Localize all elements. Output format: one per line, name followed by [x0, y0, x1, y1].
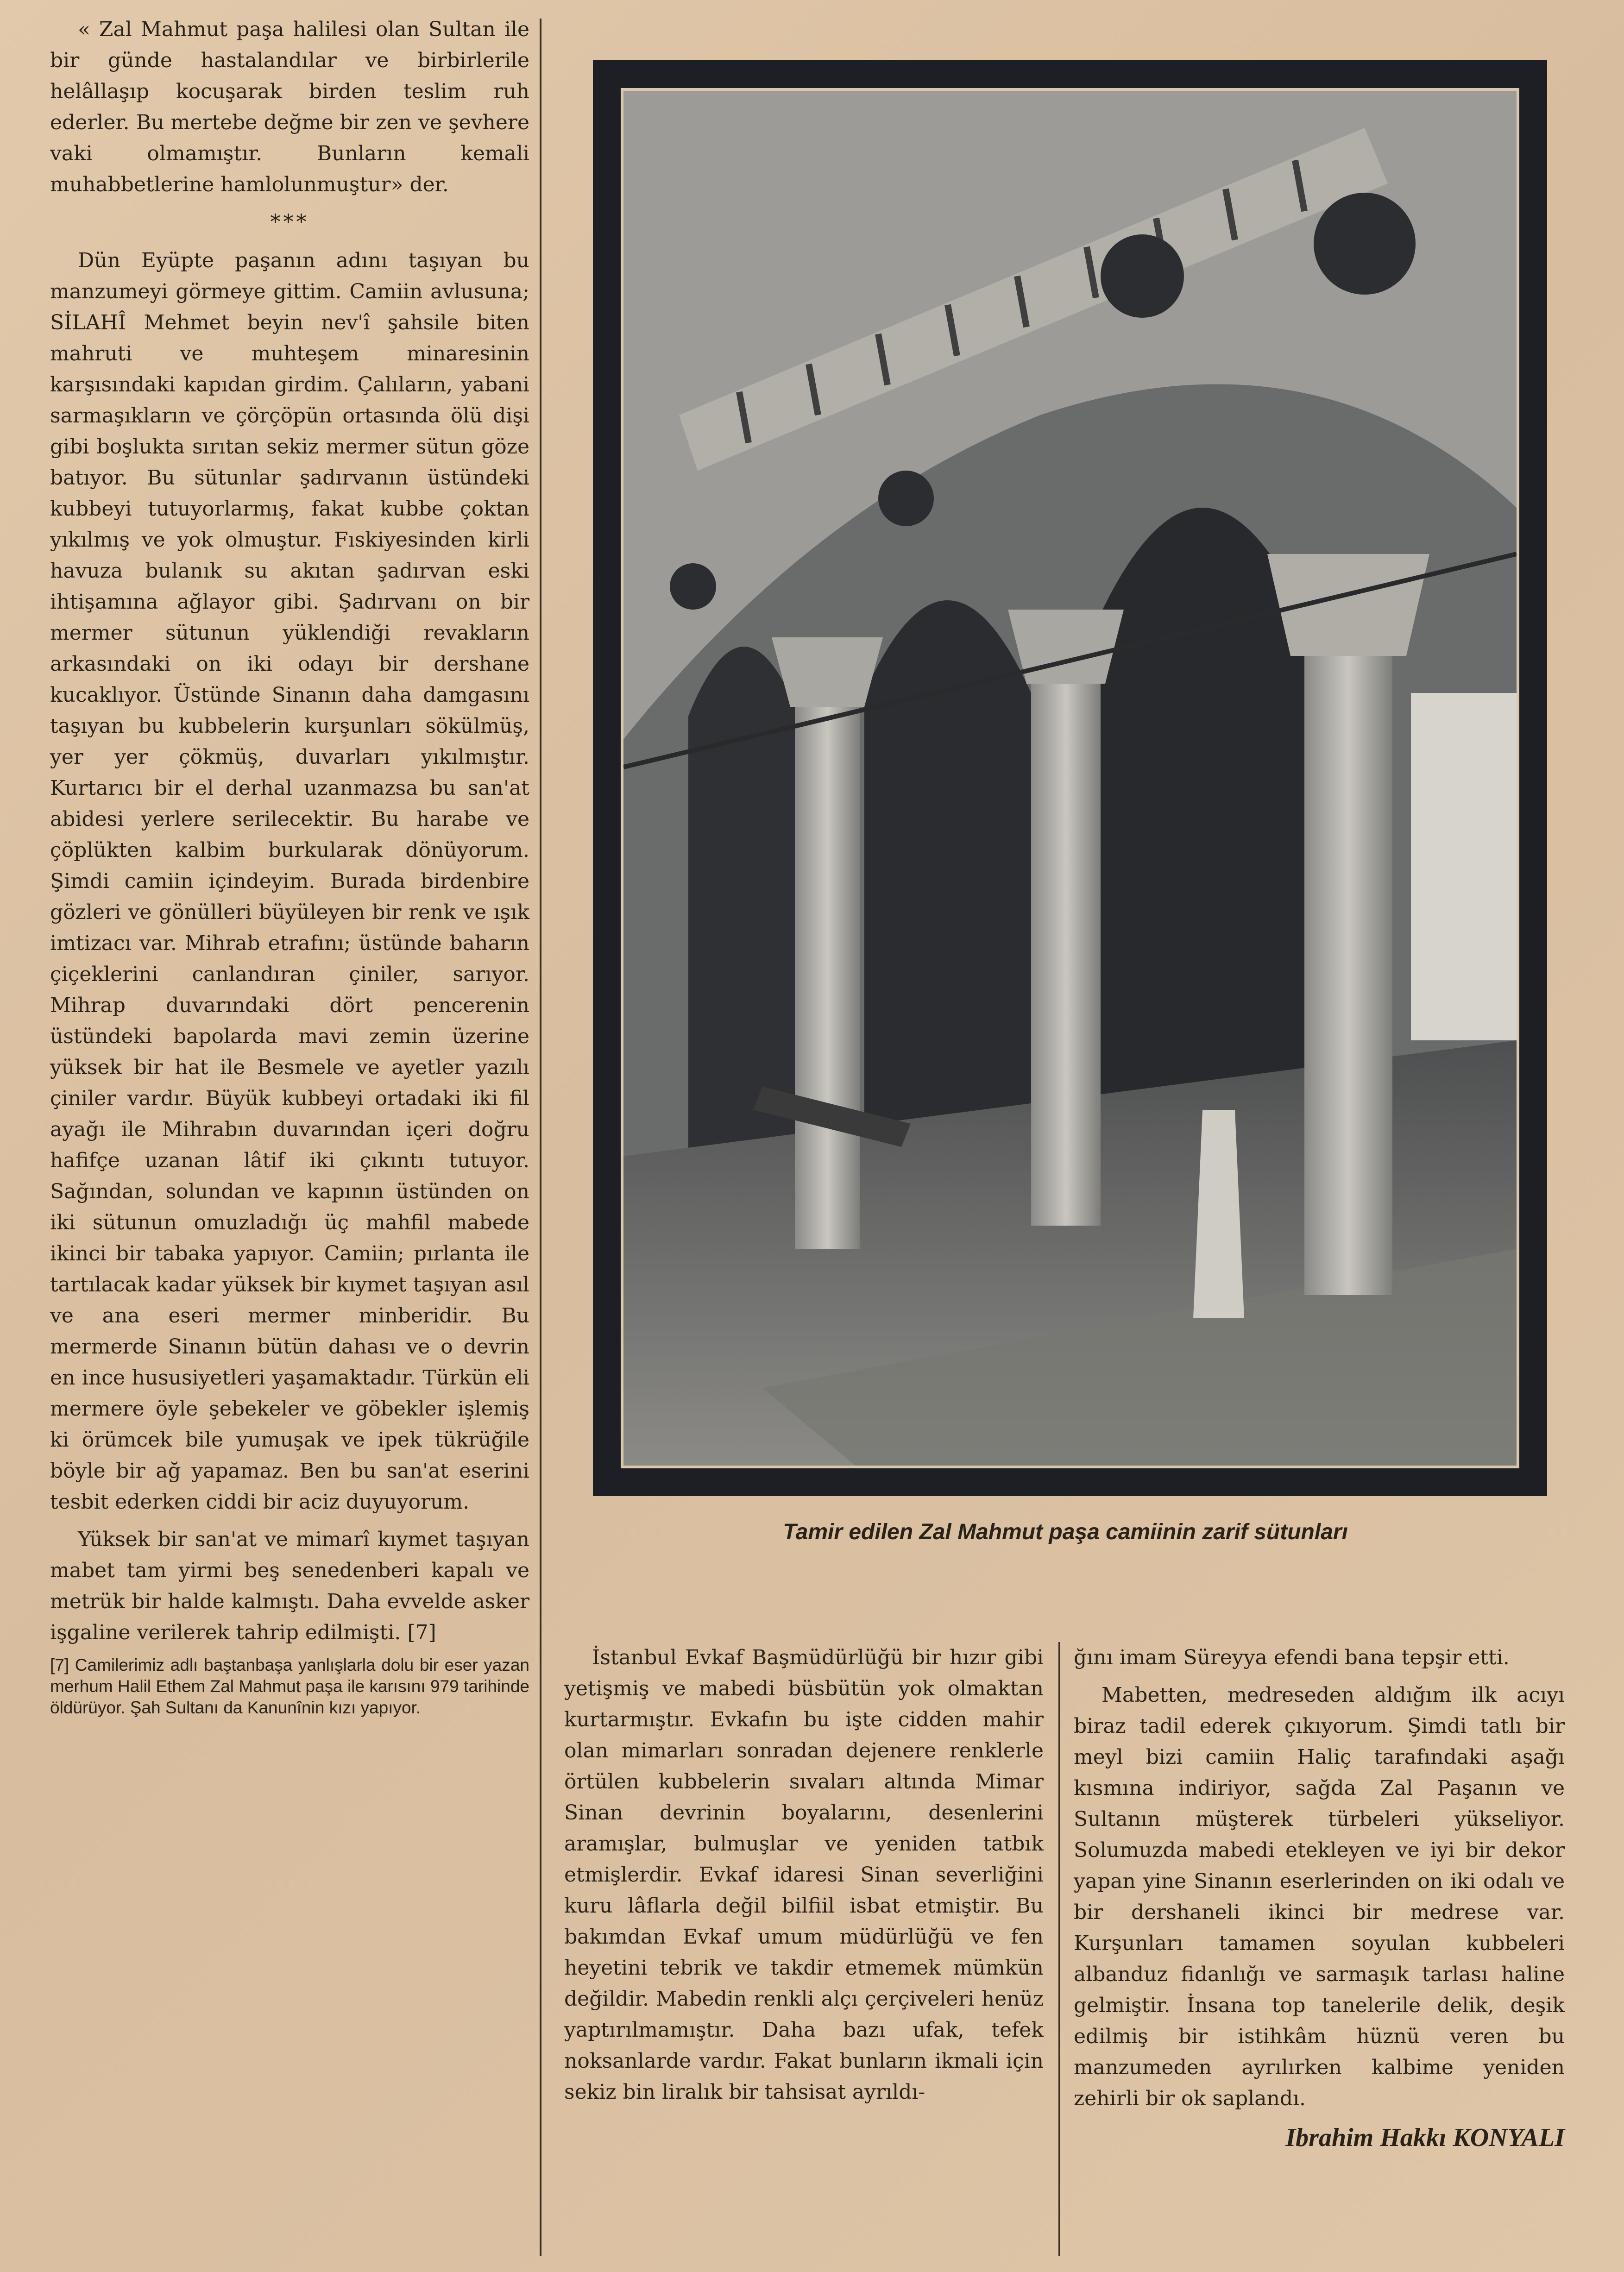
author-signature: Ibrahim Hakkı KONYALI	[1285, 2123, 1565, 2152]
body-paragraph: Yüksek bir san'at ve mimarî kıymet taşıyan mabet tam yirmi beş senedenberi kapalı ve metrük bir halde kalmıştı. Daha evvelde asker işgaline verilerek tahrip edilmişti. [7]	[50, 1528, 529, 1644]
left-text-column	[50, 14, 529, 1718]
section-separator: ***	[270, 210, 309, 234]
footnote: [7] Camilerimiz adlı baştanbaşa yanlışlarla dolu bir eser yazan merhum Halil Ethem Zal Mahmut paşa ile karısını 979 tarihinde öldürüyor. Şah Sultanı da Kanunînin kızı yapıyor.	[50, 1655, 529, 1717]
right-text-column	[1074, 1642, 1565, 2153]
column-rule	[1058, 1642, 1060, 2256]
body-paragraph: Dün Eyüpte paşanın adını taşıyan bu manzumeyi görmeye gittim. Camiin avlusuna; SİLAHÎ Mehmet beyin nev'î şahsile biten mahruti ve muhteşem minaresinin karşısındaki kapıdan girdim. Çalıların, yabani sarmaşıkların ve çörçöpün ortasında ölü dişi gibi boşlukta sırıtan sekiz mermer sütun göze batıyor. Bu sütunlar şadırvanın üstündeki kubbeyi tutuyorlarmış, fakat kubbe çoktan yıkılmış ve yok olmuştur. Fıskiyesinden kirli havuza bulanık su akıtan şadırvan eski ihtişamına ağlayor gibi. Şadırvanı on bir mermer sütunun yüklendiği revakların arkasındaki on iki odayı bir dershane kucaklıyor. Üstünde Sinanın daha damgasını taşıyan bu kubbelerin kurşunları sökülmüş, yer yer çökmüş, duvarları yıkılmıştır. Kurtarıcı bir el derhal uzanmazsa bu san'at abidesi yerlere serilecektir. Bu harabe ve çöplükten kalbim burkularak dönüyorum. Şimdi camiin içindeyim. Burada birdenbire gözleri ve gönülleri büyüleyen bir renk ve ışık imtizacı var. Mihrab etrafını; üstünde baharın çiçeklerini canlandıran çiniler, sarıyor. Mihrap duvarındaki dört pencerenin üstündeki bapolarda mavi zemin üzerine yüksek bir hat ile Besmele ve ayetler yazılı çiniler vardır. Büyük kubbeyi ortadaki iki fil ayağı ile Mihrabın duvarından içeri doğru hafifçe uzanan lâtif iki çıkıntı tutuyor. Sağından, solundan ve kapının üstünden on iki sütunun omuzladığı üç mahfil mabede ikinci bir tabaka yapıyor. Camiin; pırlanta ile tartılacak kadar yüksek bir kıymet taşıyan asıl ve ana eseri mermer minberidir. Bu mermerde Sinanın bütün dahası ve o devrin en ince hususiyetleri yaşamaktadır. Türkün eli mermere öyle şebekeler ve göbekler işlemiş ki örümcek bile yumuşak ve ipek tükrüğile böyle bir ağ yapamaz. Ben bu san'at eserini tesbit ederken ciddi bir aciz duyuyorum.	[50, 249, 529, 1514]
middle-text-column	[564, 1642, 1044, 2114]
mosque-columns-photo	[621, 88, 1519, 1468]
photo-frame	[593, 60, 1547, 1496]
intro-paragraph: « Zal Mahmut paşa halilesi olan Sultan ile bir günde hastalandılar ve birbirlerile helâllaşıp kocuşarak birden teslim ruh ederler. Bu mertebe değme bir zen ve şevhere vaki olmamıştır. Bunların kemali muhabbetlerine hamlolunmuştur» der.	[50, 18, 529, 196]
photo-caption: Tamir edilen Zal Mahmut paşa camiinin zarif sütunları	[783, 1520, 1348, 1544]
body-paragraph: İstanbul Evkaf Başmüdürlüğü bir hızır gibi yetişmiş ve mabedi büsbütün yok olmaktan kurtarmıştır. Evkafın bu işte cidden mahir olan mimarları sonradan dejenere renklerle örtülen kubbelerin sıvaları altında Mimar Sinan devrinin boyalarını, desenlerini aramışlar, bulmuşlar ve yeniden tatbık etmişlerdir. Evkaf idaresi Sinan severliğini kuru lâflarla değil bilfiil isbat etmiştir. Bu bakımdan Evkaf umum müdürlüğü ve fen heyetini tebrik ve takdir etmemek mümkün değildir. Mabedin renkli alçı çerçiveleri henüz yaptırılmamıştır. Daha bazı ufak, tefek noksanlarde vardır. Fakat bunların ikmali için sekiz bin liralık bir tahsisat ayrıldı-	[564, 1646, 1044, 2104]
body-paragraph: ğını imam Süreyya efendi bana tepşir etti.	[1074, 1646, 1510, 1669]
column-rule	[540, 19, 541, 2256]
body-paragraph: Mabetten, medreseden aldığım ilk acıyı biraz tadil ederek çıkıyorum. Şimdi tatlı bir meyl bizi camiin Haliç tarafındaki aşağı kısmına indiriyor, sağda Zal Paşanın ve Sultanın müşterek türbeleri yükseliyor. Solumuzda mabedi etekleyen ve iyi bir dekor yapan yine Sinanın eserlerinden on iki odalı ve bir dershaneli ikinci bir medrese var. Kurşunları tamamen soyulan kubbeleri albanduz fidanlığı ve sarmaşık tarlası haline gelmiştir. İnsana top tanelerile delik, deşik edilmiş bir istihkâm hüznü veren bu manzumeden ayrılırken kalbime yeniden zehirli bir ok saplandı.	[1074, 1683, 1565, 2110]
